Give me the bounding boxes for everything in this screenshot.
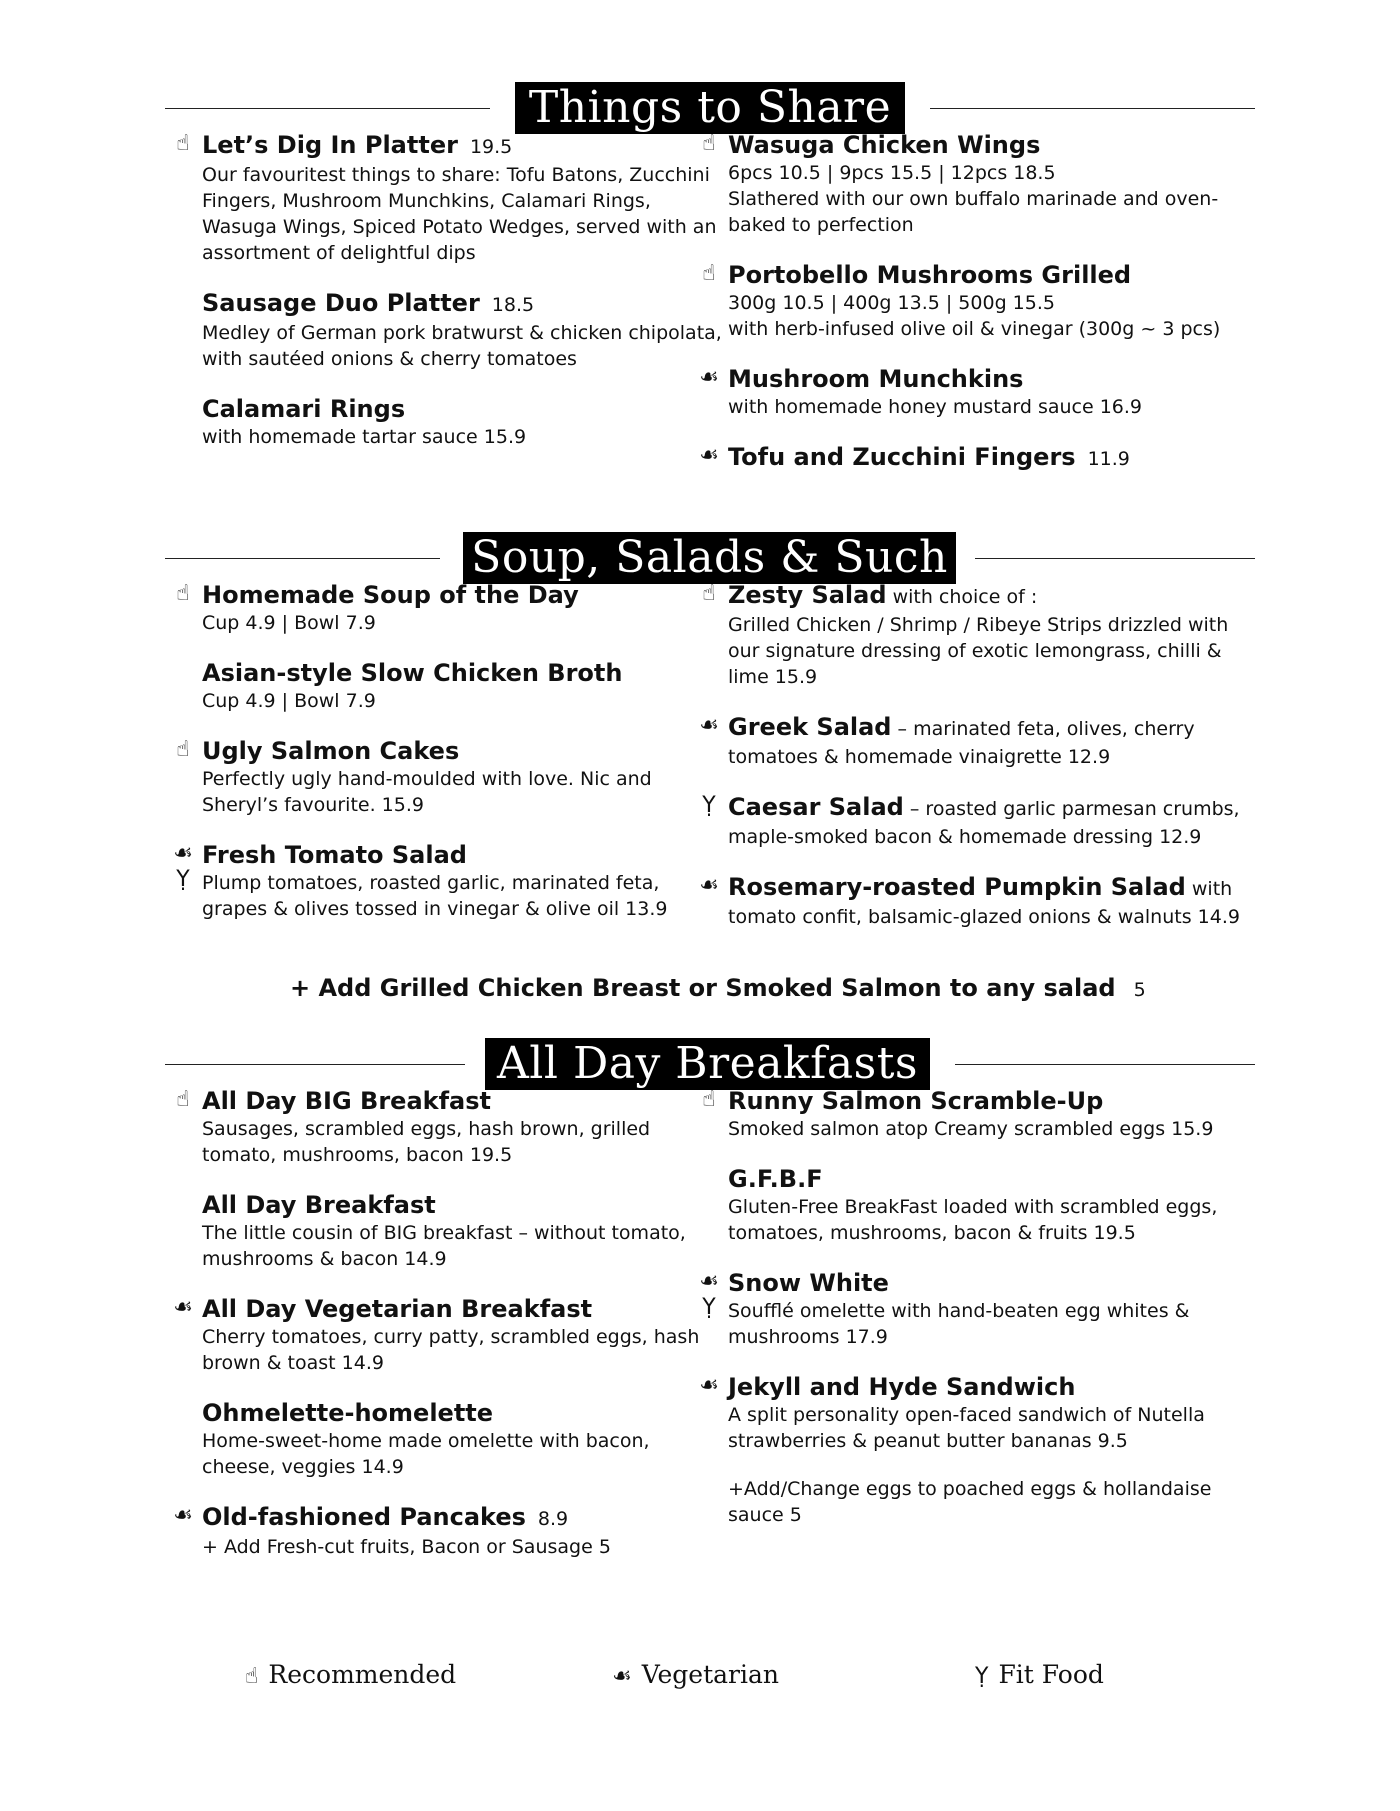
fit-food-icon: Ỵ xyxy=(702,793,716,818)
item-note: with choice of : xyxy=(886,586,1038,608)
item-description: Cup 4.9 | Bowl 7.9 xyxy=(202,612,376,634)
item-description: Slathered with our own buffalo marinade and oven-baked to perfection xyxy=(728,188,1219,236)
item-portions: 300g 10.5 | 400g 13.5 | 500g 15.5 xyxy=(728,292,1055,314)
item-description: Perfectly ugly hand-moulded with love. Nic and Sheryl’s favourite. 15.9 xyxy=(202,768,652,816)
item-name: Sausage Duo Platter xyxy=(202,289,480,317)
divider xyxy=(165,1064,465,1065)
item-name: Portobello Mushrooms Grilled xyxy=(728,261,1132,289)
item-price: 11.9 xyxy=(1087,448,1130,470)
menu-item xyxy=(176,736,722,818)
menu-item xyxy=(176,1086,722,1168)
item-name: All Day Vegetarian Breakfast xyxy=(202,1295,593,1323)
vegetarian-icon: ☙ xyxy=(699,443,719,468)
item-name: Caesar Salad xyxy=(728,793,904,821)
item-name: Zesty Salad xyxy=(728,581,887,609)
legend-label: Vegetarian xyxy=(641,1660,779,1689)
item-price: 18.5 xyxy=(491,294,535,316)
menu-item xyxy=(202,288,722,372)
fit-food-icon: Ỵ xyxy=(975,1664,989,1689)
item-description: The little cousin of BIG breakfast – without tomato, mushrooms & bacon 14.9 xyxy=(202,1222,686,1270)
item-description: Sausages, scrambled eggs, hash brown, grilled tomato, mushrooms, bacon 19.5 xyxy=(202,1118,651,1166)
item-name: Let’s Dig In Platter xyxy=(202,131,458,159)
menu-item xyxy=(702,260,1248,342)
menu-item xyxy=(173,1294,722,1376)
item-name: All Day Breakfast xyxy=(202,1191,436,1219)
divider xyxy=(165,108,490,109)
recommended-icon: ☝ xyxy=(176,1087,190,1112)
item-portions: 6pcs 10.5 | 9pcs 15.5 | 12pcs 18.5 xyxy=(728,162,1056,184)
recommended-icon: ☝ xyxy=(245,1664,259,1689)
section-header-breakfast xyxy=(165,1038,1255,1090)
item-note: – roasted garlic parmesan crumbs, xyxy=(903,798,1240,820)
item-name: Wasuga Chicken Wings xyxy=(728,131,1041,159)
menu-note xyxy=(728,1476,1248,1528)
breakfast-left-column xyxy=(173,1086,722,1560)
recommended-icon: ☝ xyxy=(176,131,190,156)
item-description: Cherry tomatoes, curry patty, scrambled eggs, hash brown & toast 14.9 xyxy=(202,1326,700,1374)
item-description: with homemade tartar sauce 15.9 xyxy=(202,426,527,448)
menu-item xyxy=(702,792,1248,850)
egg-upgrade-note: +Add/Change eggs to poached eggs & hollandaise sauce 5 xyxy=(728,1478,1212,1526)
menu-item xyxy=(173,840,722,922)
section-title: All Day Breakfasts xyxy=(485,1038,930,1090)
item-note: with xyxy=(1185,878,1233,900)
menu-item xyxy=(699,1268,1248,1350)
menu-item xyxy=(176,130,722,266)
soup-right-column xyxy=(699,580,1248,930)
item-name: All Day BIG Breakfast xyxy=(202,1087,491,1115)
breakfast-right-column xyxy=(699,1086,1248,1528)
recommended-icon: ☝ xyxy=(702,581,716,606)
item-name: Asian-style Slow Chicken Broth xyxy=(202,659,623,687)
divider xyxy=(165,558,440,559)
item-description: with herb-infused olive oil & vinegar (300g ~ 3 pcs) xyxy=(728,318,1221,340)
addon-price: 5 xyxy=(1133,979,1146,1001)
menu-item xyxy=(702,1086,1248,1142)
item-description: Medley of German pork bratwurst & chicken chipolata, with sautéed onions & cherry tomatoes xyxy=(202,322,722,370)
vegetarian-icon: ☙ xyxy=(699,873,719,898)
menu-item xyxy=(173,1502,722,1560)
item-description: Gluten-Free BreakFast loaded with scrambled eggs, tomatoes, mushrooms, bacon & fruits 19.5 xyxy=(728,1196,1218,1244)
menu-item xyxy=(702,580,1248,690)
item-name: Homemade Soup of the Day xyxy=(202,581,579,609)
item-price: 19.5 xyxy=(469,136,513,158)
section-header-share xyxy=(165,82,1255,134)
item-name: Jekyll and Hyde Sandwich xyxy=(728,1373,1076,1401)
item-name: Rosemary-roasted Pumpkin Salad xyxy=(728,873,1186,901)
legend-recommended xyxy=(245,1660,456,1692)
menu-item xyxy=(202,1190,722,1272)
menu-item xyxy=(702,130,1248,238)
item-description: Smoked salmon atop Creamy scrambled eggs 15.9 xyxy=(728,1118,1214,1140)
legend-label: Fit Food xyxy=(998,1660,1104,1689)
item-note: – marinated feta, olives, cherry xyxy=(891,718,1195,740)
item-description: Home-sweet-home made omelette with bacon, cheese, veggies 14.9 xyxy=(202,1430,650,1478)
soup-left-column xyxy=(173,580,722,922)
item-name: Ohmelette-homelette xyxy=(202,1399,494,1427)
menu-item xyxy=(699,872,1248,930)
vegetarian-icon: ☙ xyxy=(173,841,193,866)
item-name: Runny Salmon Scramble-Up xyxy=(728,1087,1104,1115)
menu-item xyxy=(728,1164,1248,1246)
divider xyxy=(955,1064,1255,1065)
section-header-soup xyxy=(165,532,1255,584)
item-description: Plump tomatoes, roasted garlic, marinated feta, grapes & olives tossed in vinegar & olive oil 13.9 xyxy=(202,872,668,920)
item-description: maple-smoked bacon & homemade dressing 12.9 xyxy=(728,826,1202,848)
item-name: G.F.B.F xyxy=(728,1165,823,1193)
vegetarian-icon: ☙ xyxy=(699,1269,719,1294)
divider xyxy=(975,558,1255,559)
item-name: Fresh Tomato Salad xyxy=(202,841,467,869)
menu-item xyxy=(176,580,722,636)
item-description: with homemade honey mustard sauce 16.9 xyxy=(728,396,1143,418)
item-description: tomato confit, balsamic-glazed onions & walnuts 14.9 xyxy=(728,906,1240,928)
fit-food-icon: Ỵ xyxy=(176,867,190,892)
item-description: Grilled Chicken / Shrimp / Ribeye Strips drizzled with our signature dressing of exotic lemongrass, chilli & lime 15.9 xyxy=(728,614,1229,688)
recommended-icon: ☝ xyxy=(176,581,190,606)
item-description: Cup 4.9 | Bowl 7.9 xyxy=(202,690,376,712)
section-title: Things to Share xyxy=(515,82,905,134)
item-description: + Add Fresh-cut fruits, Bacon or Sausage 5 xyxy=(202,1536,611,1558)
section-title: Soup, Salads & Such xyxy=(463,532,956,584)
item-name: Mushroom Munchkins xyxy=(728,365,1024,393)
menu-item xyxy=(202,658,722,714)
item-description: tomatoes & homemade vinaigrette 12.9 xyxy=(728,746,1111,768)
legend-fit-food xyxy=(975,1660,1104,1692)
menu-item xyxy=(202,394,722,450)
menu-item xyxy=(699,442,1248,474)
item-name: Snow White xyxy=(728,1269,889,1297)
recommended-icon: ☝ xyxy=(702,1087,716,1112)
salad-addon xyxy=(290,973,1190,1005)
vegetarian-icon: ☙ xyxy=(699,1373,719,1398)
menu-item xyxy=(699,364,1248,420)
menu-item xyxy=(699,712,1248,770)
share-left-column xyxy=(176,130,722,450)
item-name: Tofu and Zucchini Fingers xyxy=(728,443,1076,471)
legend-label: Recommended xyxy=(268,1660,457,1689)
item-description: Soufflé omelette with hand-beaten egg whites & mushrooms 17.9 xyxy=(728,1300,1190,1348)
recommended-icon: ☝ xyxy=(176,737,190,762)
item-price: 8.9 xyxy=(537,1508,569,1530)
vegetarian-icon: ☙ xyxy=(173,1295,193,1320)
item-name: Ugly Salmon Cakes xyxy=(202,737,460,765)
vegetarian-icon: ☙ xyxy=(612,1664,632,1689)
menu-item xyxy=(202,1398,722,1480)
recommended-icon: ☝ xyxy=(702,261,716,286)
menu-item xyxy=(699,1372,1248,1454)
item-description: A split personality open-faced sandwich of Nutella strawberries & peanut butter bananas 9.5 xyxy=(728,1404,1205,1452)
item-name: Calamari Rings xyxy=(202,395,406,423)
legend-vegetarian xyxy=(612,1660,779,1692)
addon-text: + Add Grilled Chicken Breast or Smoked Salmon to any salad xyxy=(290,974,1116,1002)
vegetarian-icon: ☙ xyxy=(699,365,719,390)
share-right-column xyxy=(699,130,1248,474)
item-description: Our favouritest things to share: Tofu Batons, Zucchini Fingers, Mushroom Munchkins, Calamari Rings, Wasuga Wings, Spiced Potato Wedges, served with an assortment of delightful dips xyxy=(202,164,717,264)
recommended-icon: ☝ xyxy=(702,131,716,156)
divider xyxy=(930,108,1255,109)
fit-food-icon: Ỵ xyxy=(702,1295,716,1320)
item-name: Greek Salad xyxy=(728,713,892,741)
item-name: Old-fashioned Pancakes xyxy=(202,1503,526,1531)
vegetarian-icon: ☙ xyxy=(699,713,719,738)
vegetarian-icon: ☙ xyxy=(173,1503,193,1528)
